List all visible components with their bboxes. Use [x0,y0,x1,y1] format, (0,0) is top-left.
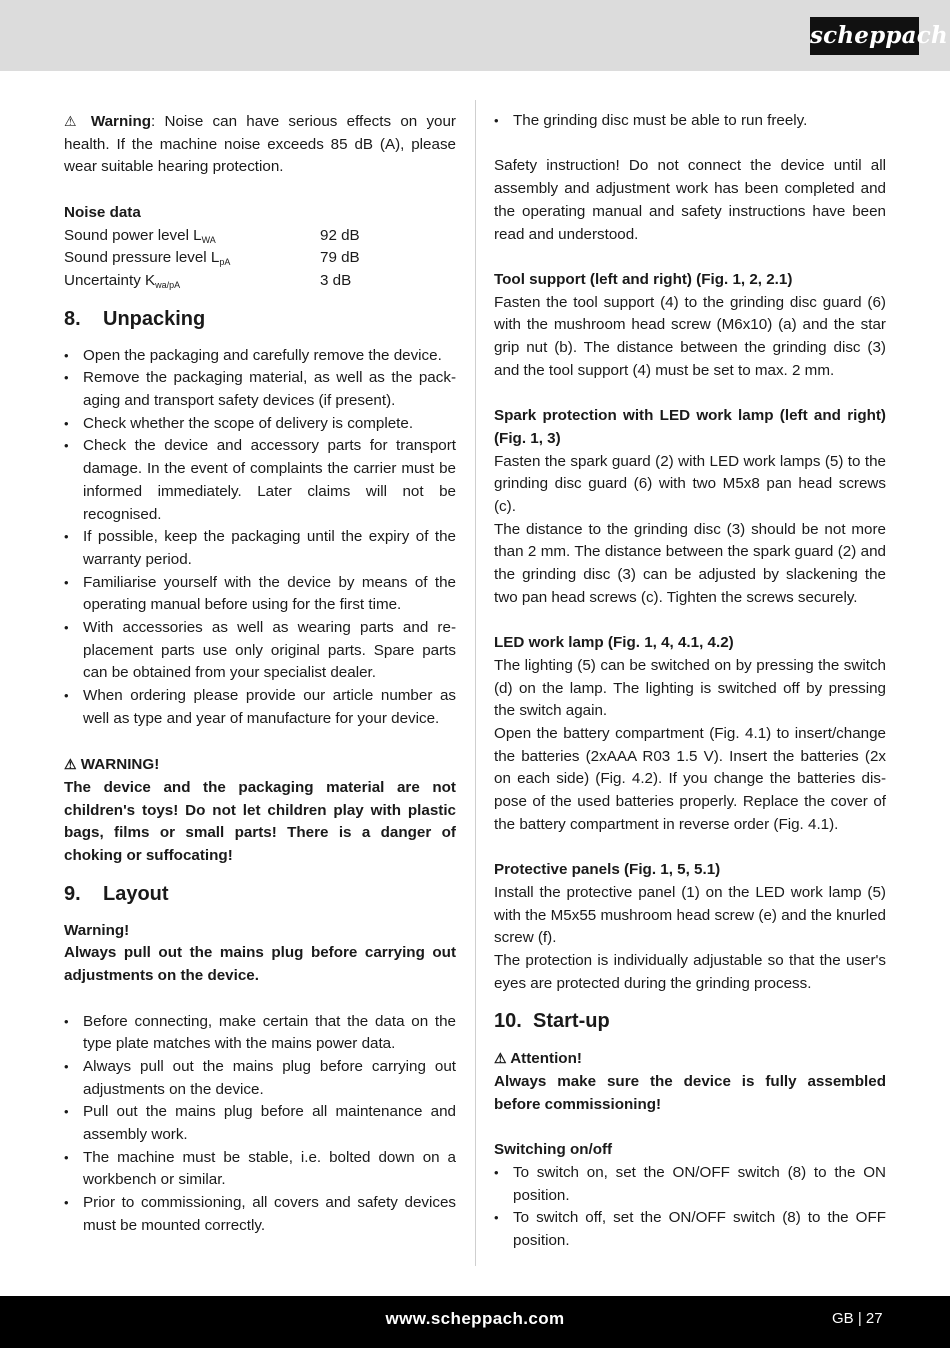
attention-text: Always make sure the device is fully assembled before commissioning! [494,1073,886,1113]
list-item: • When ordering please provide our article number as well as type and year of manufacture for your device. [64,685,456,730]
warning-icon: ⚠ [64,756,77,773]
list-item: • To switch off, set the ON/OFF switch (8) to the OFF position. [494,1207,886,1252]
tool-support-text: Fasten the tool support (4) to the grinding disc guard (6) with the mushroom head screw (M6x10) (a) and the star grip nut (b). The distance between the grinding disc (3) and the tool support (4) must be set to max. 2 mm. [494,293,886,379]
column-divider [475,100,476,1266]
attention-title: ⚠ Attention! [494,1050,582,1068]
protective-panels-text-2: The protection is individually adjustable so that the user's eyes are protected during the grinding process. [494,951,886,992]
protective-panels-title: Protective panels (Fig. 1, 5, 5.1) [494,861,721,879]
list-item: • To switch on, set the ON/OFF switch (8) to the ON position. [494,1162,886,1207]
spark-protection-text-1: Fasten the spark guard (2) with LED work lamps (5) to the grinding disc guard (6) with two M5x8 pan head screws (c). [494,452,886,515]
website-link[interactable]: www.scheppach.com [385,1309,565,1328]
header-bar [0,0,950,71]
spark-protection-title: Spark protection with LED work lamp (left and right) (Fig. 1, 3) [494,407,886,447]
list-item: • Check whether the scope of delivery is complete. [64,413,456,436]
left-column [64,110,456,1238]
noise-value: 92 dB [320,226,360,244]
tool-support-title: Tool support (left and right) (Fig. 1, 2, 2.1) [494,270,793,288]
switching-list [494,1162,886,1253]
noise-label: Uncertainty $K_{wa/pA}$ [64,271,181,290]
led-lamp-title: LED work lamp (Fig. 1, 4, 4.1, 4.2) [494,634,734,652]
right-column [494,110,886,1253]
noise-row [64,247,456,270]
section-8-heading: 8. Unpacking [64,307,206,330]
led-lamp-text-2: Open the battery compartment (Fig. 4.1) to insert/change the batteries (2xAAA R03 1.5 V). Insert the batteries (2x on each side) (Fig. 4.2). If you change the batteries dispose of the used batteries properly. Replace the cover of the battery compartment in reverse order (Fig. 4.1). [494,724,886,833]
layout-list [64,1011,456,1238]
noise-value: 79 dB [320,249,360,267]
list-item: • Check the device and accessory parts for transport damage. In the event of complaints the carrier must be informed immediately. Later claims will not be recognised. [64,435,456,526]
warning-icon: ⚠ [494,1050,507,1067]
switching-title: Switching on/off [494,1141,613,1159]
led-lamp-text-1: The lighting (5) can be switched on by pressing the switch (d) on the lamp. The lighting is switched off by pressing the switch again. [494,656,886,720]
noise-label: Sound pressure level $L_{pA}$ [64,249,231,268]
list-item: • Open the packaging and carefully remove the device. [64,345,456,368]
protective-panels-text-1: Install the protective panel (1) on the LED work lamp (5) with the M5x55 mushroom head screw (e) and the knurled screw (f). [494,883,886,947]
noise-data-table [64,225,456,293]
noise-data-title: Noise data [64,203,141,221]
section-9-heading: 9. Layout [64,882,169,905]
list-item: • Always pull out the mains plug before carrying out adjustments on the device. [64,1056,456,1101]
unpacking-list [64,345,456,731]
brand-logo: scheppach [810,17,919,55]
noise-label: Sound power level $L_{WA}$ [64,226,216,245]
list-item: • Pull out the mains plug before all maintenance and assembly work. [64,1101,456,1146]
list-item: • Prior to commissioning, all covers and safety devices must be mounted correctly. [64,1192,456,1237]
list-item: • With accessories as well as wearing parts and replacement parts use only original parts. Spare parts can be obtained from your specialist dealer. [64,617,456,685]
noise-row [64,225,456,248]
spark-protection-text-2: The distance to the grinding disc (3) should be not more than 2 mm. The distance between the spark guard (2) and the grinding disc (3) can be adjusted by slackening the two pan head screws (c). Tighten the screws securely. [494,520,886,606]
list-item: • Familiarise yourself with the device by means of the operating manual before using for the first time. [64,572,456,617]
noise-value: 3 dB [320,271,352,289]
section-10-heading: 10. Start-up [494,1010,610,1033]
noise-warning: ⚠ Warning: Noise can have serious effects on your health. If the machine noise exceeds 85 dB (A), please wear suitable hearing protection. [64,113,456,176]
list-item: • The machine must be stable, i.e. bolted down on a workbench or similar. [64,1147,456,1192]
children-warning-title: ⚠ WARNING! [64,756,160,774]
noise-row [64,270,456,293]
page-number: GB | 27 [832,1310,883,1327]
list-item: • The grinding disc must be able to run freely. [494,110,886,133]
list-item: • Remove the packaging material, as well as the packaging and transport safety devices (if present). [64,367,456,412]
list-item: • If possible, keep the packaging until the expiry of the warranty period. [64,526,456,571]
children-warning-text: The device and the packaging material are not children's toys! Do not let children play with plastic bags, films or small parts! There is a danger of choking or suffocating! [64,778,456,865]
layout-warning-text: Always pull out the mains plug before carrying out adjustments on the device. [64,944,456,985]
safety-instruction: Safety instruction! Do not connect the device until all assembly and adjustment work has been completed and the operating manual and safety instructions have been read and understood. [494,157,886,243]
layout-warning-title: Warning! [64,921,130,939]
grinding-disc-list [494,110,886,133]
list-item: • Before connecting, make certain that the data on the type plate matches with the mains power data. [64,1011,456,1056]
footer-bar [0,1296,950,1348]
warning-icon: ⚠ [64,113,82,129]
